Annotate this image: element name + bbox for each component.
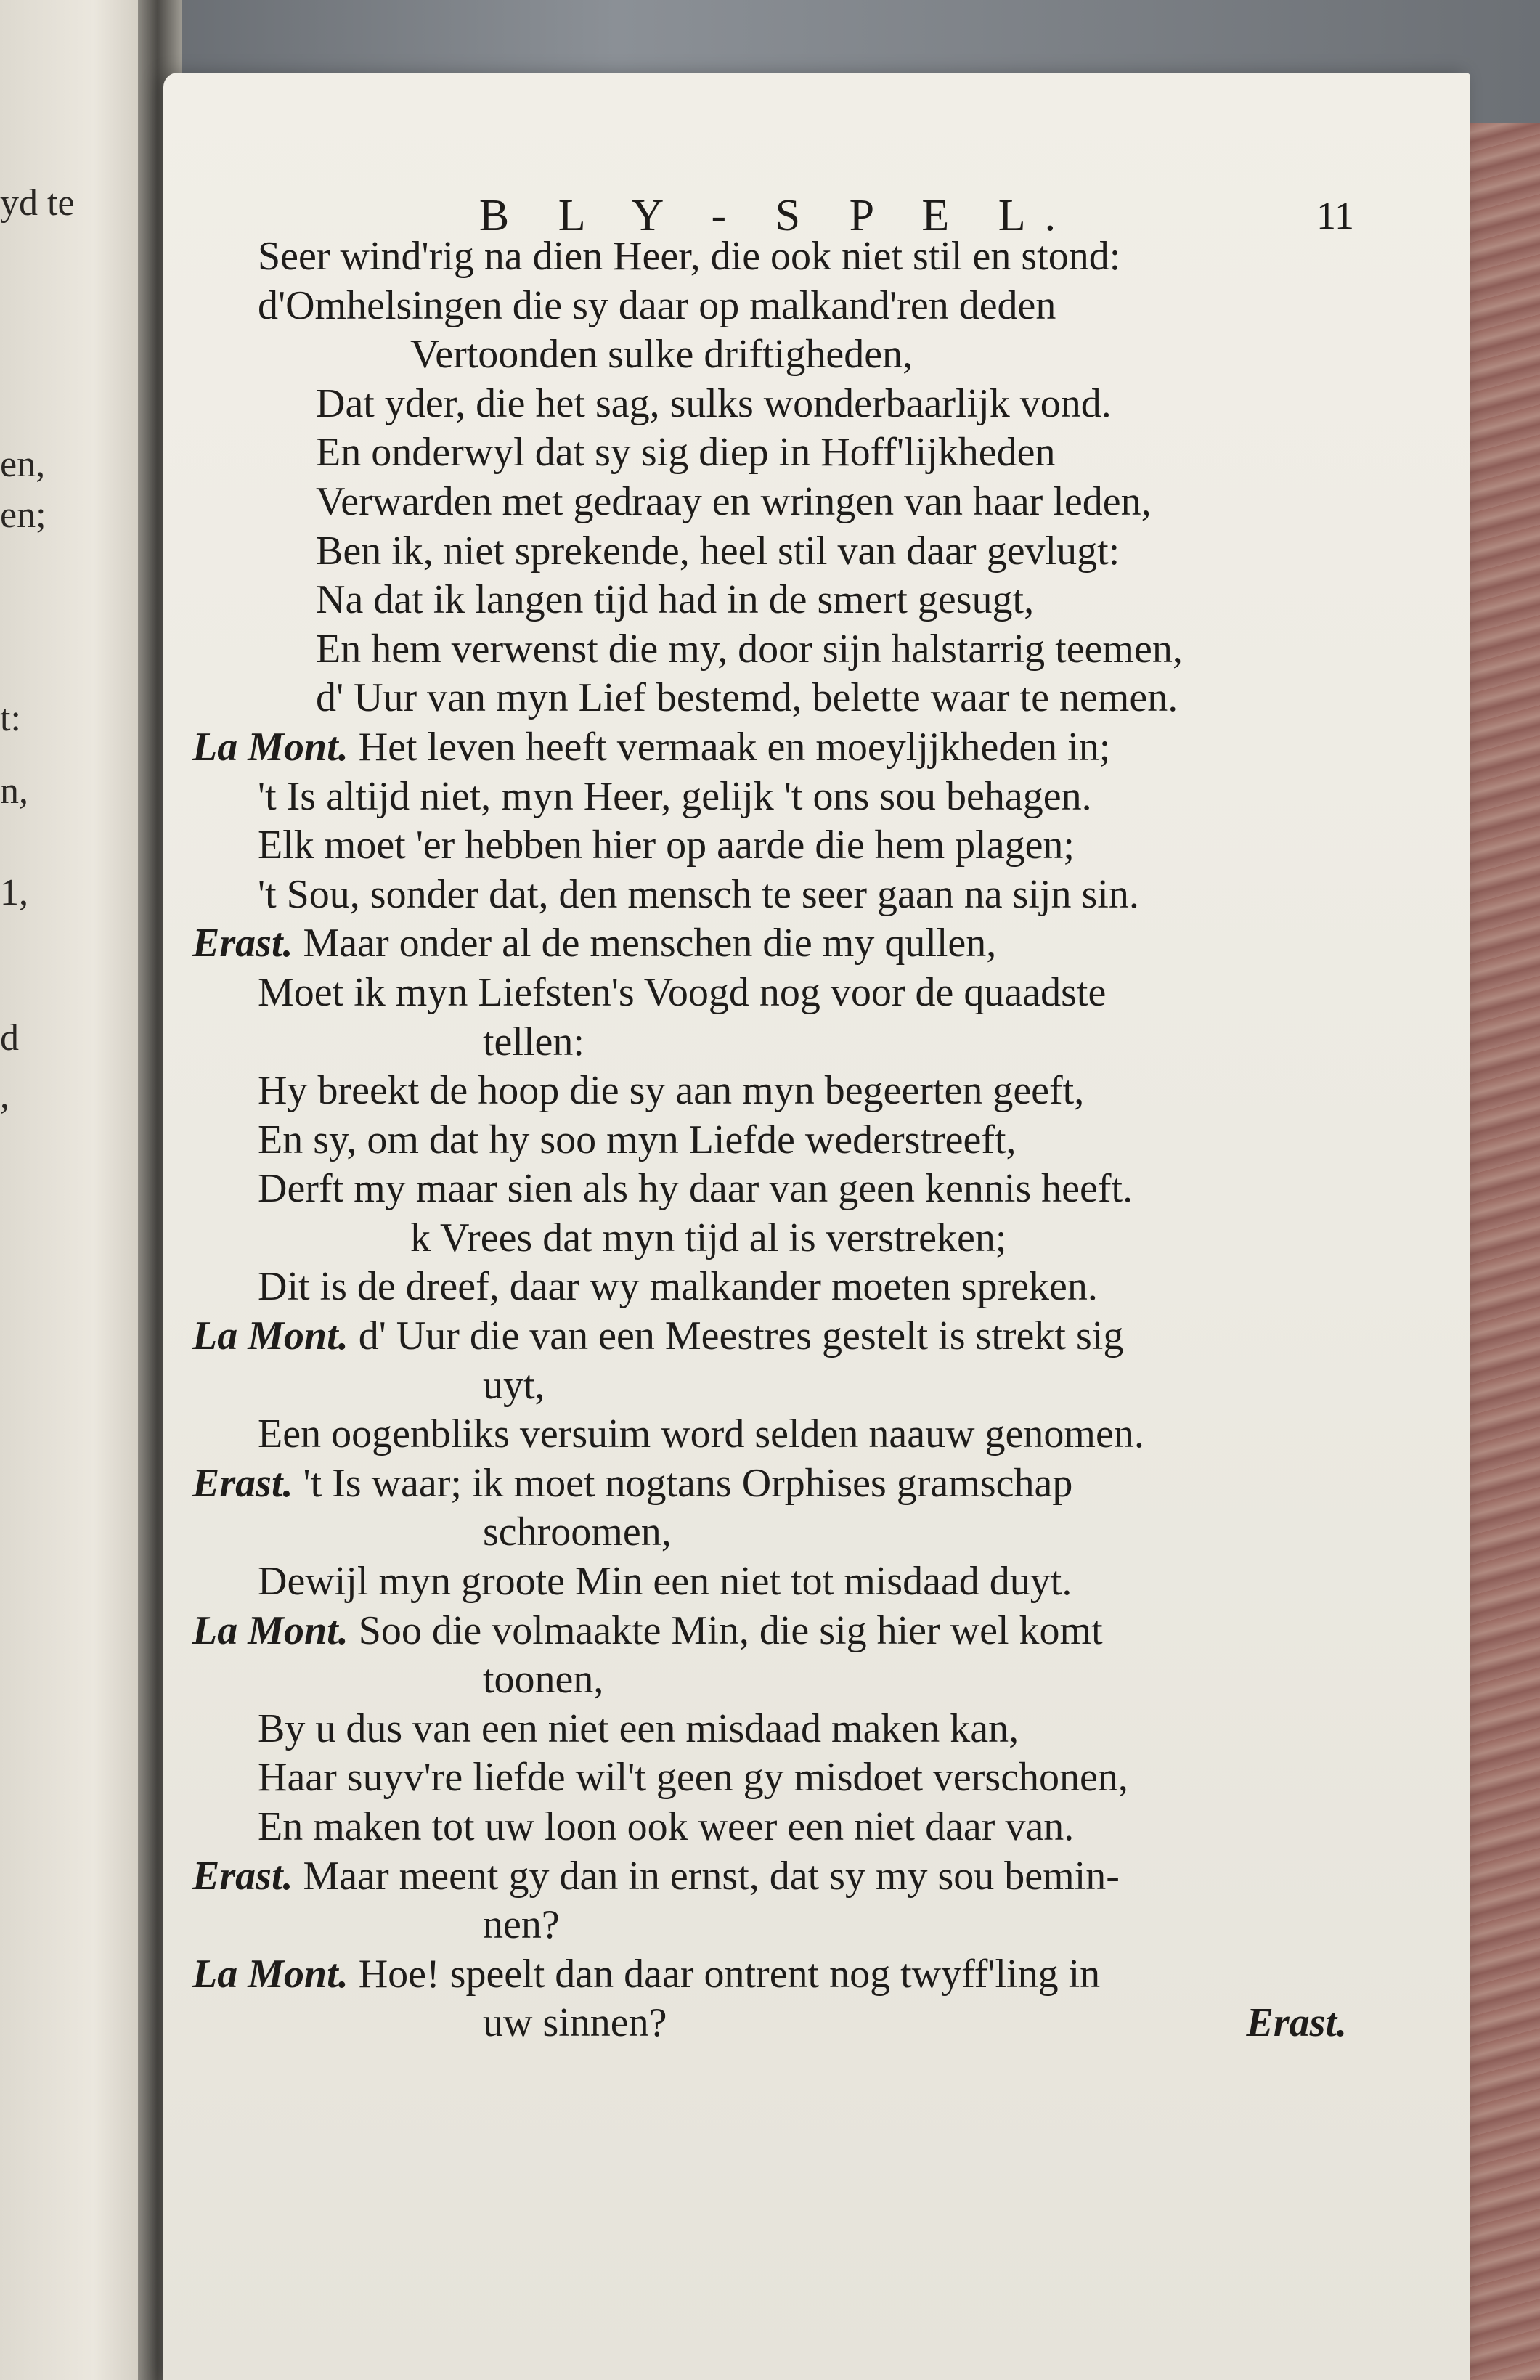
line-text: Haar suyv're liefde wil't geen gy misdoet verschonen, (258, 1755, 1128, 1801)
line-text: En maken tot uw loon ook weer een niet daar van. (258, 1804, 1075, 1849)
text-line (192, 478, 1361, 527)
line-text: k Vrees dat myn tijd al is verstreken; (410, 1215, 1007, 1260)
text-line (192, 1459, 1361, 1509)
line-text: En hem verwenst die my, door sijn halstarrig teemen, (316, 626, 1183, 672)
text-line (192, 330, 1361, 380)
text-line (192, 1214, 1361, 1263)
line-text: Vertoonden sulke driftigheden, (410, 332, 913, 378)
left-page-fragment: yd te (0, 182, 75, 224)
text-line (192, 1263, 1361, 1312)
text-line (192, 1803, 1361, 1852)
text-line (192, 821, 1361, 871)
text-line (192, 380, 1361, 429)
left-page-fragment: en; (0, 494, 46, 536)
text-line (192, 527, 1361, 576)
text-line (192, 232, 1361, 282)
text-line (192, 1361, 1361, 1411)
running-head-title: B L Y - S P E L. (478, 191, 1075, 240)
left-page-fragment: , (0, 1075, 9, 1117)
line-text: Dewijl myn groote Min een niet tot misdaad duyt. (258, 1559, 1072, 1605)
line-text: d' Uur die van een Meestres gestelt is strekt sig (358, 1313, 1124, 1359)
speaker-name: La Mont. (192, 1607, 349, 1653)
line-text: Derft my maar sien als hy daar van geen kennis heeft. (258, 1166, 1133, 1212)
text-line (192, 1950, 1361, 2000)
line-text: schroomen, (483, 1509, 672, 1555)
speaker-name: Erast. (192, 921, 293, 966)
text-line (192, 1607, 1361, 1656)
text-line (192, 576, 1361, 625)
line-text: Dit is de dreef, daar wy malkander moeten spreken. (258, 1264, 1098, 1310)
line-text: Het leven heeft vermaak en moeyljjkheden in; (358, 724, 1111, 770)
text-line (192, 1410, 1361, 1459)
left-page-fragment: 1, (0, 872, 28, 913)
line-text: uw sinnen? (483, 2000, 667, 2046)
marbled-cover-edge (1467, 123, 1540, 2380)
speaker-name: Erast. (192, 1460, 293, 1506)
text-line (192, 282, 1361, 331)
speaker-name: Erast. (192, 1853, 293, 1899)
line-text: nen? (483, 1902, 560, 1948)
line-text: uyt, (483, 1362, 545, 1408)
speaker-name: La Mont. (192, 1951, 349, 1997)
line-text: Dat yder, die het sag, sulks wonderbaarlijk vond. (316, 380, 1112, 426)
line-text: Hoe! speelt dan daar ontrent nog twyff'ling in (358, 1951, 1101, 1997)
catchword: Erast. (1246, 2000, 1347, 2046)
line-text: Ben ik, niet sprekende, heel stil van daar gevlugt: (316, 528, 1120, 574)
text-line (192, 1852, 1361, 1902)
line-text: Moet ik myn Liefsten's Voogd nog voor de quaadste (258, 969, 1107, 1015)
line-text: Maar meent gy dan in ernst, dat sy my sou bemin- (303, 1853, 1120, 1899)
text-line (192, 1999, 1361, 2048)
left-page (0, 0, 156, 2380)
text-line (192, 1508, 1361, 1557)
speaker-name: La Mont. (192, 1313, 349, 1359)
text-line (192, 969, 1361, 1018)
play-text (192, 232, 1361, 2048)
speaker-name: La Mont. (192, 724, 349, 770)
line-text: Verwarden met gedraay en wringen van haar leden, (316, 478, 1152, 524)
line-text: En onderwyl dat sy sig diep in Hoff'lijkheden (316, 430, 1056, 476)
text-line (192, 1705, 1361, 1754)
left-page-fragment: en, (0, 444, 46, 485)
left-page-fragment: n, (0, 770, 28, 812)
line-text: Elk moet 'er hebben hier op aarde die hem plagen; (258, 823, 1075, 868)
line-text: Een oogenbliks versuim word selden naauw genomen. (258, 1411, 1144, 1457)
line-text: Na dat ik langen tijd had in de smert gesugt, (316, 577, 1035, 623)
text-line (192, 674, 1361, 723)
line-text: tellen: (483, 1019, 584, 1064)
line-text: By u dus van een niet een misdaad maken kan, (258, 1705, 1019, 1751)
text-line (192, 1116, 1361, 1165)
left-page-fragment: d (0, 1017, 19, 1059)
line-text: Soo die volmaakte Min, die sig hier wel komt (358, 1607, 1103, 1653)
text-line (192, 1655, 1361, 1705)
page-number: 11 (1316, 194, 1354, 237)
line-text: 't Sou, sonder dat, den mensch te seer gaan na sijn sin. (258, 871, 1139, 917)
left-page-fragment: t: (0, 698, 21, 739)
line-text: 't Is waar; ik moet nogtans Orphises gramschap (303, 1460, 1073, 1506)
text-line (192, 1018, 1361, 1067)
text-line (192, 1753, 1361, 1803)
text-line (192, 1165, 1361, 1214)
text-line (192, 428, 1361, 478)
line-text: d' Uur van myn Lief bestemd, belette waar te nemen. (316, 675, 1178, 721)
text-line (192, 625, 1361, 675)
line-text: d'Omhelsingen die sy daar op malkand'ren deden (258, 282, 1056, 328)
line-text: toonen, (483, 1657, 604, 1703)
text-line (192, 723, 1361, 773)
text-line (192, 919, 1361, 969)
line-text: Hy breekt de hoop die sy aan myn begeerten geeft, (258, 1068, 1085, 1114)
line-text: Maar onder al de menschen die my qullen, (303, 921, 997, 966)
line-text: 't Is altijd niet, myn Heer, gelijk 't ons sou behagen. (258, 773, 1092, 819)
text-line (192, 1312, 1361, 1361)
text-line (192, 1901, 1361, 1950)
text-line (192, 773, 1361, 822)
text-line (192, 871, 1361, 920)
text-line (192, 1067, 1361, 1116)
line-text: En sy, om dat hy soo myn Liefde wederstreeft, (258, 1117, 1017, 1162)
line-text: Seer wind'rig na dien Heer, die ook niet stil en stond: (258, 234, 1121, 279)
text-line (192, 1557, 1361, 1607)
